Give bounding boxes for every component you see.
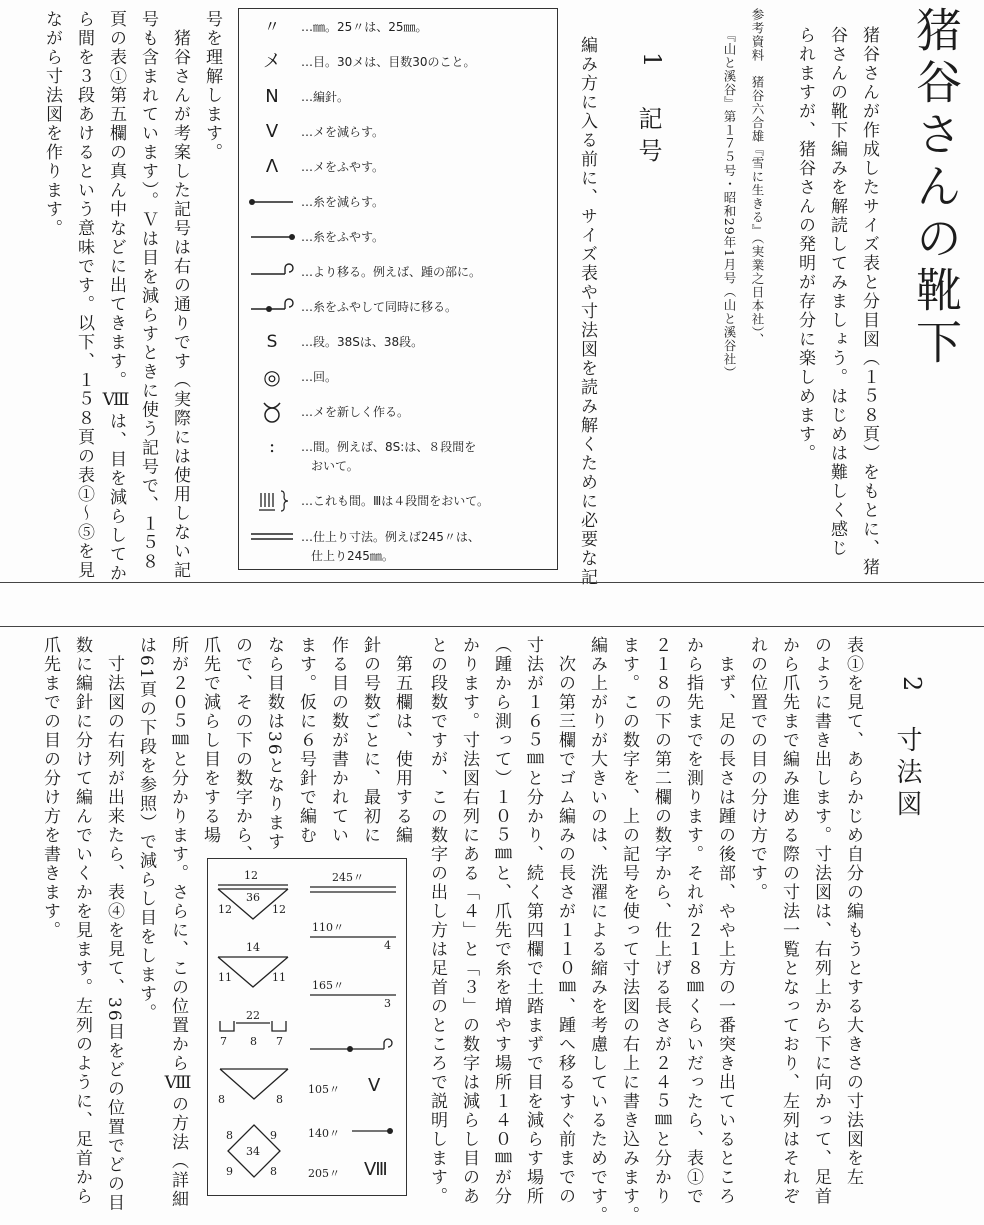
new-stitch-icon — [247, 394, 297, 430]
mid-body-line-3: 作る目の数が書かれてい — [328, 636, 348, 845]
diagram-measure-105: 105〃 — [308, 1083, 340, 1096]
decrease-interval-mark-icon: Ⅷ — [364, 1159, 388, 1180]
shape4-left: 8 — [218, 1093, 225, 1106]
legend-text-cont: おいて。 — [311, 459, 359, 473]
reference-line-1: 参考資料 猪谷六合雄『雪に生きる』（実業之日本社）、 — [750, 8, 765, 347]
diagram-measure-140: 140〃 — [308, 1127, 340, 1140]
section-2-heading: 寸法図 — [892, 726, 922, 822]
legend-row-yarn-decrease — [239, 184, 557, 220]
legend-text: …より移る。例えば、踵の部に。 — [301, 265, 482, 279]
shape3-left: 7 — [220, 1035, 227, 1048]
size-diagram-box — [207, 858, 407, 1196]
legend-row-round — [239, 359, 557, 395]
legend-text-cont: 仕上り245㎜。 — [311, 549, 394, 563]
diagram-measure-165: 165〃 — [312, 979, 344, 992]
mid-body-line-10: 寸法図の右列が出来たら、表④を見て、36目をどの位置でどの目 — [104, 636, 124, 1213]
legend-text: …糸をふやす。 — [301, 230, 385, 244]
mid-body-line-2: 針の号数ごとに、最初に — [360, 636, 380, 845]
section-1-heading: 記号 — [634, 106, 662, 170]
legend-row-finished — [239, 519, 557, 569]
left-body-line-2: 猪谷さんが考案した記号は右の通りです（実際には使用しない記 — [170, 10, 190, 580]
mid-body-line-7: 爪先で減らし目をする場 — [200, 636, 220, 845]
left-body-line-1: 号を理解します。 — [202, 10, 222, 162]
right-body-line-4: れの位置での目の分け方です。 — [747, 636, 767, 902]
right-body-line-9: 編み上がりが大きいのは、洗濯による縮みを考慮しているためです。 — [587, 636, 607, 1225]
shape1-top: 12 — [244, 869, 258, 882]
section-2-number: 2 — [898, 676, 926, 692]
row-mark-icon: S — [266, 332, 278, 352]
interval-bars-icon — [247, 483, 297, 519]
right-body-line-1: 表①を見て、あらかじめ自分の編もうとする大きさの寸法図を左 — [843, 636, 863, 1187]
right-body-line-12: （踵から測って）１０５㎜と、爪先で糸を増やす場所１４０㎜が分 — [491, 636, 511, 1206]
finished-size-icon — [310, 885, 396, 895]
legend-row-decrease — [239, 114, 557, 150]
legend-row-new-stitch — [239, 394, 557, 430]
diagram-measure-110: 110〃 — [312, 921, 344, 934]
mid-body-line-8: 所が２０５㎜と分かります。さらに、この位置からⅧの方法（詳細 — [168, 636, 188, 1209]
legend-row-yarn-increase — [239, 219, 557, 255]
increase-mark-icon: Λ — [265, 156, 279, 177]
increase-move-icon — [247, 289, 297, 325]
shape2-top: 14 — [246, 941, 260, 954]
diagram-count-4: 4 — [384, 939, 391, 952]
mm-mark-icon: 〃 — [263, 17, 280, 36]
left-body-line-3: 号も含まれています）。Ｖは目を減らすときに使う記号で、１５８ — [138, 10, 158, 572]
mid-body-line-12: 爪先までの目の分け方を書きます。 — [40, 636, 60, 940]
legend-text: …回。 — [301, 370, 338, 384]
legend-text: …仕上り寸法。例えば245〃は、 — [301, 530, 480, 544]
section-1-number: 1 — [638, 52, 666, 68]
right-body-line-3: から爪先まで編み進める際の寸法一覧となっており、左列はそれぞ — [779, 636, 799, 1206]
right-body-line-7: ２１８の下の第二欄の数字から、仕上げる長さが２４５㎜と分かり — [651, 636, 671, 1206]
shape5-tr: 9 — [270, 1129, 277, 1142]
mid-body-line-1: 第五欄は、使用する編 — [392, 636, 412, 845]
mid-body-line-11: 数に編針に分けて編んでいくかを見ます。左列のように、足首から — [72, 636, 92, 1206]
increase-move-icon — [310, 1035, 400, 1057]
yarn-increase-icon — [247, 219, 297, 255]
legend-text: …メをふやす。 — [301, 160, 385, 174]
legend-text: …段。38Sは、38段。 — [301, 335, 424, 349]
right-body-line-2: のように書き出します。寸法図は、右列上から下に向かって、足首 — [811, 636, 831, 1206]
shape3-right: 7 — [276, 1035, 283, 1048]
legend-row-needle — [239, 79, 557, 115]
stitch-mark-icon: メ — [263, 51, 281, 72]
symbol-legend-box — [238, 8, 558, 570]
decrease-mark-icon: V — [265, 121, 279, 142]
divider-bottom — [0, 626, 984, 627]
shape5-bl: 9 — [226, 1165, 233, 1178]
intro-line-2: 谷さんの靴下編みを解読してみましょう。はじめは難しく感じ — [827, 26, 847, 558]
page-title: 猪谷さんの靴下 — [909, 6, 963, 370]
round-mark-icon: ◎ — [263, 365, 281, 389]
mid-body-line-5: なら目数は36となります — [264, 636, 284, 852]
left-body-line-5: ら間を３段あけるという意味です。以下、１５８頁の表①～⑤を見 — [74, 10, 94, 580]
diagram-measure-245: 245〃 — [332, 871, 364, 884]
diagram-count-3: 3 — [384, 997, 391, 1010]
legend-row-interval-bars — [239, 483, 557, 519]
right-body-line-13: かります。寸法図右列にある「４」と「３」の数字は減らし目のあ — [459, 636, 479, 1206]
legend-row-increase-move — [239, 289, 557, 325]
legend-row-move — [239, 254, 557, 290]
legend-row-row — [239, 324, 557, 360]
shape2-right: 11 — [272, 971, 286, 984]
legend-row-mm — [239, 9, 557, 45]
section-1-body: 編み方に入る前に、サイズ表や寸法図を読み解くために必要な記 — [577, 36, 597, 587]
divider-top — [0, 582, 984, 583]
left-body-line-4: 頁の表①第五欄の真ん中などに出てきます。Ⅷは、目を減らしてか — [106, 10, 126, 583]
finished-size-icon — [247, 519, 297, 555]
legend-row-increase — [239, 149, 557, 185]
needle-mark-icon: N — [265, 86, 279, 107]
shape5-tl: 8 — [226, 1129, 233, 1142]
legend-text: …メを新しく作る。 — [301, 405, 410, 419]
mid-body-line-6: ので、その下の数字から、 — [232, 636, 252, 864]
shape2-left: 11 — [218, 971, 232, 984]
shape3-center: 8 — [250, 1035, 257, 1048]
legend-text: …これも間。Ⅲは４段間をおいて。 — [301, 494, 490, 508]
legend-text: …目。30メは、目数30のこと。 — [301, 55, 476, 69]
left-body-line-6: ながら寸法図を作ります。 — [42, 10, 62, 238]
mid-body-line-9: は61頁の下段を参照）で減らし目をします。 — [136, 636, 156, 1023]
legend-text: …間。例えば、8S:は、８段間を — [301, 440, 477, 454]
shape1-left: 12 — [218, 903, 232, 916]
shape4-right: 8 — [276, 1093, 283, 1106]
legend-row-stitch — [239, 44, 557, 80]
shape5-br: 8 — [270, 1165, 277, 1178]
right-body-line-6: から指先までを測ります。それが２１８㎜くらいだったら、表①で — [683, 636, 703, 1206]
interval-mark-icon: : — [268, 436, 276, 457]
reference-line-2: 『山と溪谷』第１７５号・昭和29年1月号（山と溪谷社） — [722, 8, 737, 380]
right-body-line-11: 寸法が１６５㎜と分かり、続く第四欄で土踏まずで目を減らす場所 — [523, 636, 543, 1206]
decrease-mark-icon: V — [368, 1075, 381, 1096]
shape1-center: 36 — [246, 891, 260, 904]
move-hook-icon — [247, 254, 297, 290]
right-body-line-8: ます。この数字を、上の記号を使って寸法図の右上に書き込みます。 — [619, 636, 639, 1225]
shape1-right: 12 — [272, 903, 286, 916]
yarn-increase-icon — [352, 1125, 396, 1137]
intro-line-3: られますが、猪谷さんの発明が存分に楽しめます。 — [795, 26, 815, 463]
intro-line-1: 猪谷さんが作成したサイズ表と分目図（１５８頁）をもとに、猪 — [859, 26, 879, 577]
right-body-line-5: まず、足の長さは踵の後部、やや上方の一番突き出ているところ — [715, 636, 735, 1206]
legend-text: …㎜。25〃は、25㎜。 — [301, 20, 428, 34]
right-body-line-14: との段数ですが、この数字の出し方は足首のところで説明します。 — [427, 636, 447, 1206]
legend-text: …メを減らす。 — [301, 125, 385, 139]
shape3-top: 22 — [246, 1009, 260, 1022]
diagram-measure-205: 205〃 — [308, 1167, 340, 1180]
yarn-decrease-icon — [247, 184, 297, 220]
right-body-line-10: 次の第三欄でゴム編みの長さが１１０㎜、踵へ移るすぐ前までの — [555, 636, 575, 1206]
mid-body-line-4: ます。仮に６号針で編む — [296, 636, 316, 845]
diagram-right-column — [304, 859, 404, 1195]
shape5-center: 34 — [246, 1145, 260, 1158]
legend-text: …編針。 — [301, 90, 350, 104]
legend-text: …糸をふやして同時に移る。 — [301, 300, 458, 314]
legend-row-interval — [239, 429, 557, 485]
legend-text: …糸を減らす。 — [301, 195, 385, 209]
